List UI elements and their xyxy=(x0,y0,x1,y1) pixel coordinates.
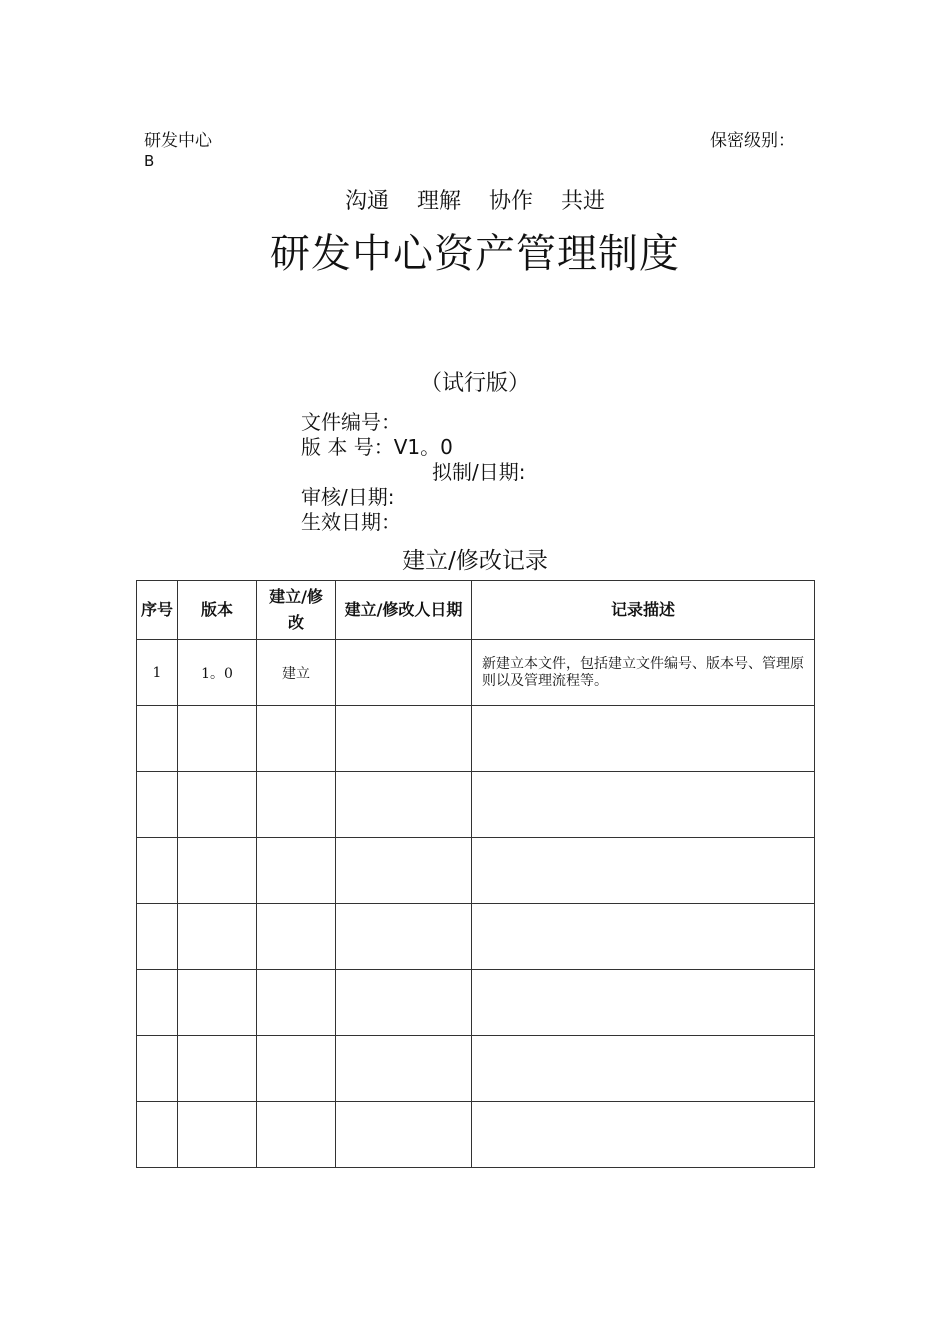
cell-description xyxy=(472,904,815,970)
reviewed-date-field: 审核/日期: xyxy=(301,485,395,509)
cell-author-date xyxy=(336,772,472,838)
table-row xyxy=(137,904,815,970)
col-header-version: 版本 xyxy=(178,581,257,640)
cell-description: 新建立本文件，包括建立文件编号、版本号、管理原则以及管理流程等。 xyxy=(472,640,815,706)
col-header-description: 记录描述 xyxy=(472,581,815,640)
doc-number-field: 文件编号： xyxy=(301,410,401,434)
security-grade: B xyxy=(144,152,155,170)
department-label: 研发中心 xyxy=(144,131,212,151)
edition-label: （试行版） xyxy=(419,371,530,396)
table-row xyxy=(137,970,815,1036)
cell-action: 建立 xyxy=(257,640,336,706)
cell-description xyxy=(472,772,815,838)
col-header-author-date: 建立/修改人日期 xyxy=(336,581,472,640)
effective-date-field: 生效日期： xyxy=(301,510,401,534)
slogan-word: 共进 xyxy=(561,189,606,214)
cell-action xyxy=(257,970,336,1036)
cell-index xyxy=(137,838,178,904)
cell-action xyxy=(257,1102,336,1168)
document-title: 研发中心资产管理制度 xyxy=(270,231,680,277)
cell-version: 1。0 xyxy=(178,640,257,706)
cell-action xyxy=(257,706,336,772)
cell-version xyxy=(178,970,257,1036)
cell-version xyxy=(178,1102,257,1168)
table-row xyxy=(137,1036,815,1102)
cell-index: 1 xyxy=(137,640,178,706)
table-row xyxy=(137,706,815,772)
cell-author-date xyxy=(336,640,472,706)
table-row xyxy=(137,640,815,706)
col-header-index: 序号 xyxy=(137,581,178,640)
cell-index xyxy=(137,772,178,838)
cell-author-date xyxy=(336,970,472,1036)
version-field: 版 本 号：V1。0 xyxy=(301,435,453,459)
cell-version xyxy=(178,838,257,904)
cell-action xyxy=(257,1036,336,1102)
cell-action xyxy=(257,838,336,904)
cell-description xyxy=(472,1036,815,1102)
slogan-word: 协作 xyxy=(489,189,534,214)
cell-index xyxy=(137,904,178,970)
cell-description xyxy=(472,838,815,904)
col-header-action: 建立/修改 xyxy=(257,581,336,640)
cell-description xyxy=(472,1102,815,1168)
table-row xyxy=(137,838,815,904)
cell-description xyxy=(472,970,815,1036)
cell-author-date xyxy=(336,1102,472,1168)
cell-author-date xyxy=(336,706,472,772)
table-row xyxy=(137,1102,815,1168)
cell-index xyxy=(137,1036,178,1102)
table-row xyxy=(137,772,815,838)
cell-version xyxy=(178,772,257,838)
cell-action xyxy=(257,904,336,970)
slogan xyxy=(0,184,950,215)
drafted-date-field: 拟制/日期: xyxy=(432,460,526,484)
cell-author-date xyxy=(336,904,472,970)
cell-index xyxy=(137,970,178,1036)
slogan-word: 理解 xyxy=(416,189,461,214)
cell-author-date xyxy=(336,838,472,904)
cell-description xyxy=(472,706,815,772)
table-body xyxy=(137,640,815,1168)
table-header-row xyxy=(137,581,815,640)
cell-author-date xyxy=(336,1036,472,1102)
security-level-label: 保密级别： xyxy=(710,131,795,151)
revision-record-table xyxy=(136,580,815,1168)
cell-version xyxy=(178,1036,257,1102)
records-title: 建立/修改记录 xyxy=(402,548,548,574)
cell-version xyxy=(178,904,257,970)
cell-action xyxy=(257,772,336,838)
cell-version xyxy=(178,706,257,772)
cell-index xyxy=(137,1102,178,1168)
cell-index xyxy=(137,706,178,772)
slogan-word: 沟通 xyxy=(344,189,389,214)
